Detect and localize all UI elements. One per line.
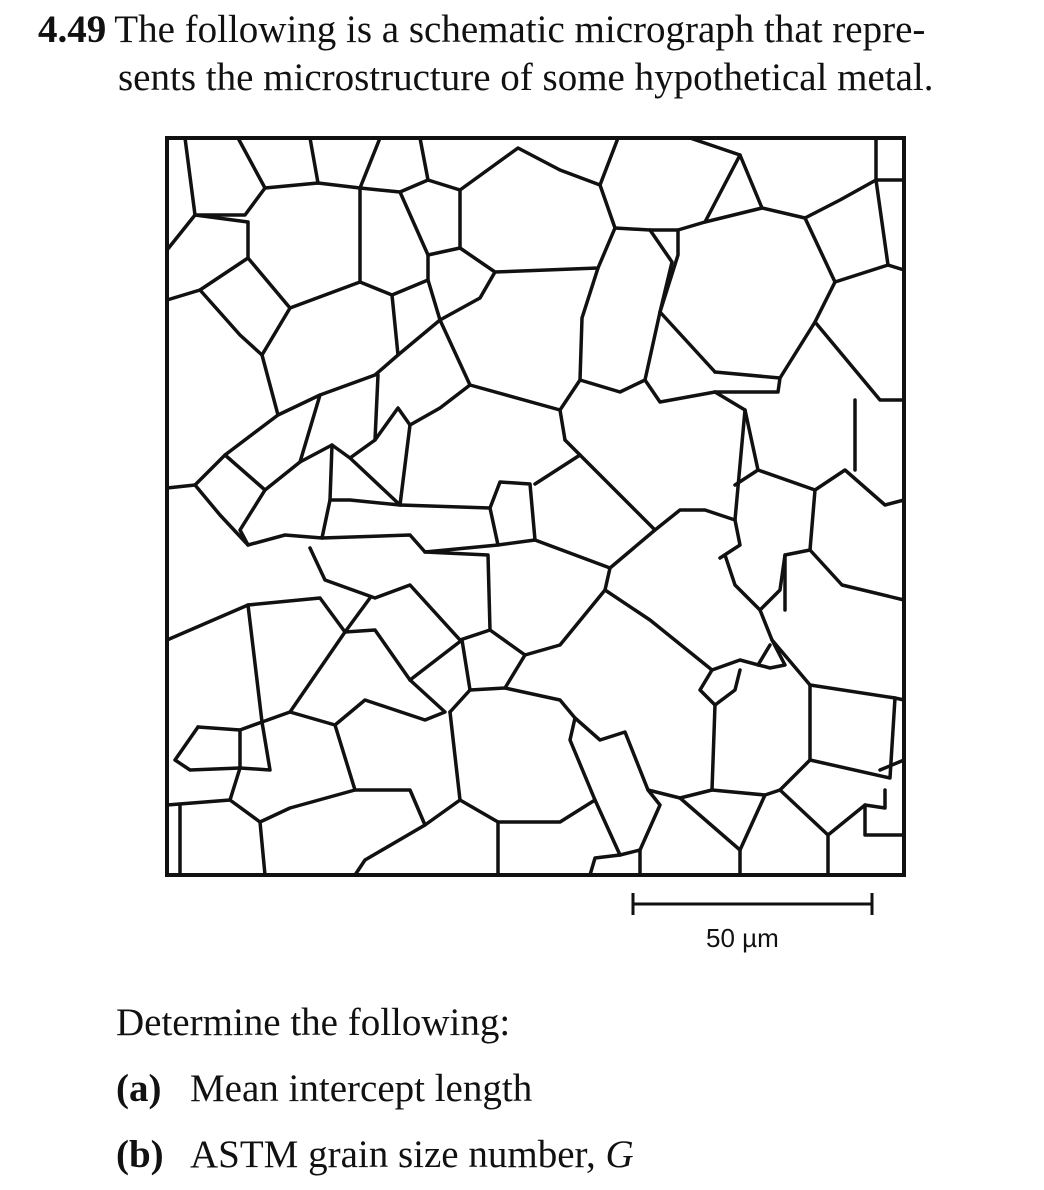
question-letter: (a) — [116, 1067, 162, 1110]
question-text: ASTM grain size number, — [190, 1133, 606, 1176]
problem-text-line-2: sents the microstructure of some hypothetical metal. — [118, 56, 934, 99]
problem-text-line-1: The following is a schematic micrograph that repre- — [114, 8, 926, 51]
question-intro: Determine the following: — [116, 1001, 511, 1044]
question-text: Mean intercept length — [190, 1067, 533, 1110]
scale-bar-label: 50 µm — [706, 923, 779, 953]
question-letter: (b) — [116, 1133, 164, 1176]
grain-boundaries — [167, 138, 904, 875]
question-block — [116, 990, 634, 1188]
question-item-b — [116, 1122, 634, 1188]
question-variable: G — [605, 1133, 634, 1176]
scale-bar — [633, 893, 872, 915]
question-item-a — [116, 1056, 634, 1122]
problem-number: 4.49 — [38, 8, 107, 51]
micrograph-frame — [167, 138, 904, 875]
